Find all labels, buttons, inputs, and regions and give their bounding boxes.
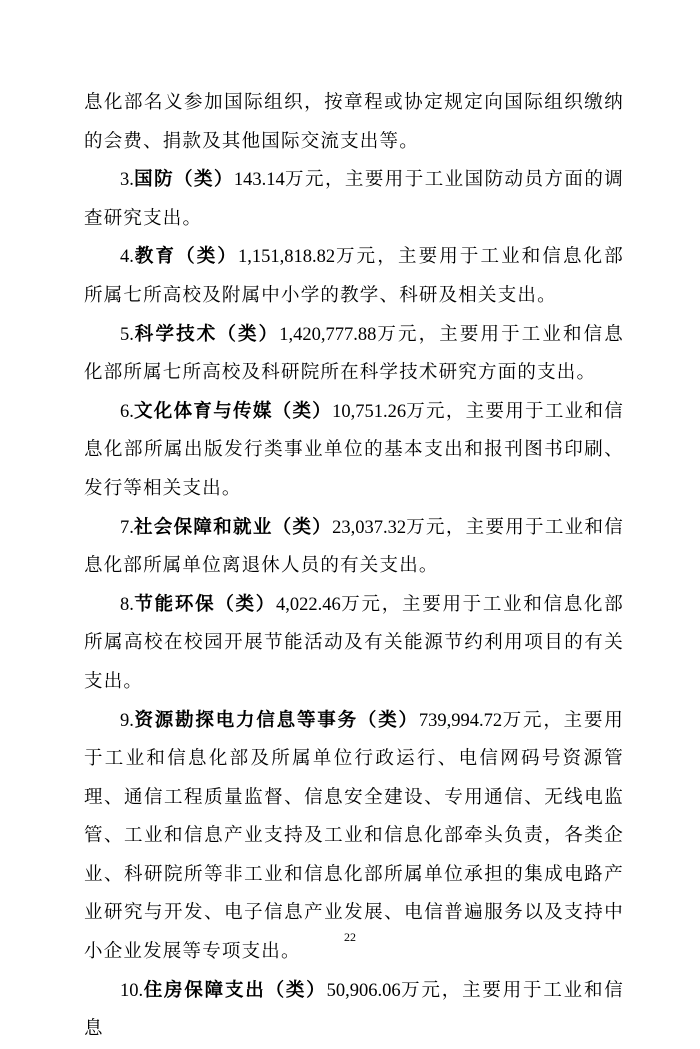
- item-text: 万元，主要用于工业和信息化部所属七所高校及附属中小学的教学、科研及相关支出。: [84, 246, 624, 306]
- intro-paragraph: [84, 84, 624, 161]
- item-category: 国防（类）: [133, 169, 234, 191]
- item-paragraph-5: [84, 316, 624, 393]
- item-category: 文化体育与传媒（类）: [133, 400, 333, 422]
- item-number: 9.: [120, 710, 134, 731]
- item-amount: 1,420,777.88: [279, 324, 377, 345]
- item-category: 住房保障支出（类）: [143, 979, 327, 1001]
- item-amount: 143.14: [233, 170, 285, 191]
- item-text: 万元，主要用于工业和信息化部所属单位离退休人员的有关支出。: [84, 516, 624, 577]
- item-category: 科学技术（类）: [133, 323, 280, 345]
- item-category: 节能环保（类）: [133, 593, 277, 615]
- item-category: 资源勘探电力信息等事务（类）: [133, 709, 419, 731]
- item-number: 4.: [120, 247, 134, 268]
- item-number: 5.: [120, 324, 134, 345]
- item-paragraph-3: [84, 161, 624, 238]
- item-text: 万元，主要用于工业和信息化部所属高校在校园开展节能活动及有关能源节约利用项目的有关支出。: [84, 593, 624, 692]
- item-text: 万元，主要用于工业和信息化部所属出版发行类事业单位的基本支出和报刊图书印刷、发行等相关支出。: [84, 400, 624, 499]
- item-paragraph-10: [84, 972, 624, 1049]
- item-number: 6.: [120, 401, 134, 422]
- item-amount: 1,151,818.82: [237, 247, 336, 268]
- item-number: 3.: [120, 170, 134, 191]
- item-amount: 4,022.46: [276, 594, 341, 615]
- page-number: 22: [344, 930, 356, 944]
- item-text: 万元，主要用于工业和信息化部所属七所高校及科研院所在科学技术研究方面的支出。: [84, 323, 625, 384]
- item-amount: 23,037.32: [332, 517, 407, 538]
- item-text: 万元，主要用于工业和信息: [84, 979, 624, 1040]
- item-text: 万元，主要用于工业国防动员方面的调查研究支出。: [84, 169, 624, 229]
- item-category: 教育（类）: [133, 246, 238, 268]
- item-paragraph-4: [84, 238, 624, 315]
- item-paragraph-8: [84, 586, 624, 702]
- item-amount: 739,994.72: [418, 710, 503, 731]
- item-amount: 10,751.26: [332, 401, 407, 422]
- item-number: 8.: [120, 594, 134, 615]
- item-text: 万元，主要用于工业和信息化部及所属单位行政运行、电信网码号资源管理、通信工程质量监督、信息安全建设、专用通信、无线电监管、工业和信息产业支持及工业和信息化部牵头负责，各类企业、科研院所等非工业和信息化部所属单位承担的集成电路产业研究与开发、电子信息产业发展、电信普遍服务以及支持中小企业发展等专项支出。: [84, 709, 624, 963]
- item-number: 7.: [120, 517, 134, 538]
- document-body: [84, 84, 624, 1049]
- item-category: 社会保障和就业（类）: [133, 516, 333, 538]
- item-paragraph-7: [84, 509, 624, 586]
- item-paragraph-6: [84, 393, 624, 509]
- intro-text: 息化部名义参加国际组织，按章程或协定规定向国际组织缴纳的会费、捐款及其他国际交流支出等。: [84, 92, 624, 152]
- item-amount: 50,906.06: [326, 980, 401, 1001]
- item-number: 10.: [120, 980, 144, 1001]
